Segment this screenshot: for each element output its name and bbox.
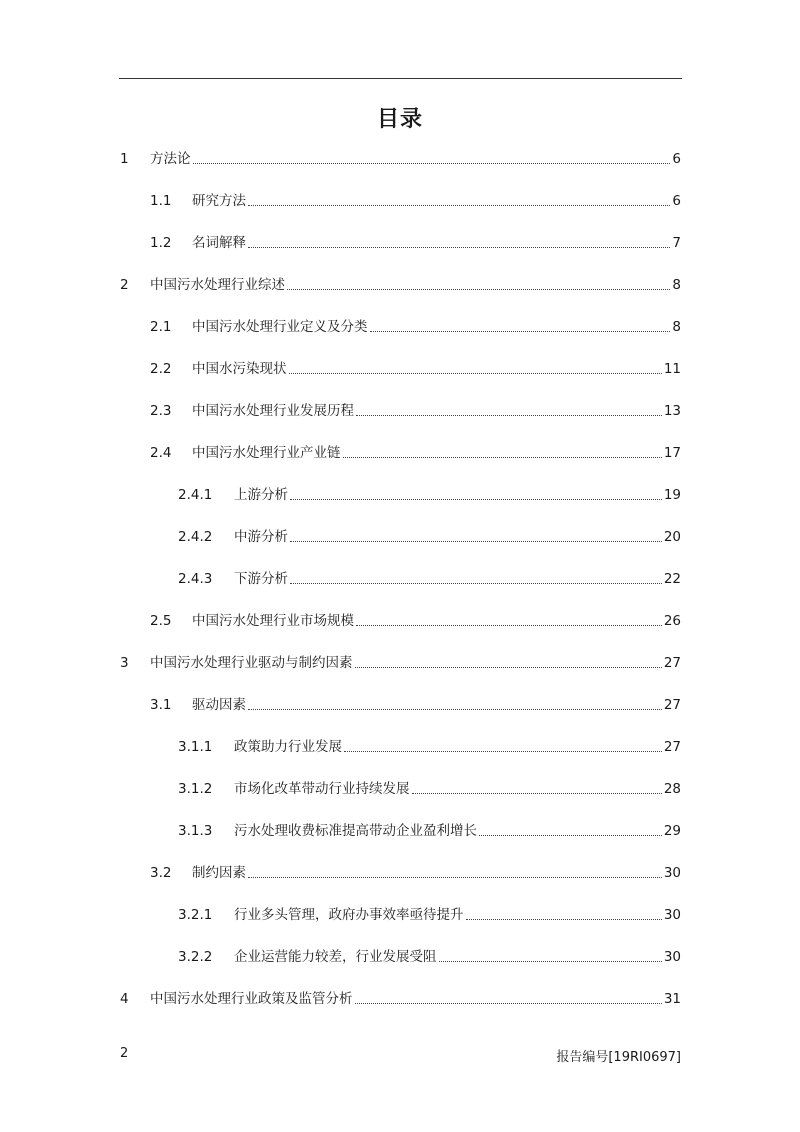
toc-dot-leader xyxy=(248,205,670,206)
toc-entry-title: 中国污水处理行业定义及分类 xyxy=(192,319,368,335)
toc-entry-title: 市场化改革带动行业持续发展 xyxy=(234,781,410,797)
toc-dot-leader xyxy=(356,625,662,626)
toc-dot-leader xyxy=(466,919,662,920)
toc-entry-number: 3.2 xyxy=(150,865,172,881)
toc-entry-title: 中国污水处理行业发展历程 xyxy=(192,403,354,419)
toc-dot-leader xyxy=(439,961,662,962)
toc-entry[interactable] xyxy=(120,736,681,758)
toc-entry-number: 2.3 xyxy=(150,403,172,419)
toc-entry-page: 7 xyxy=(672,232,681,254)
toc-dot-leader xyxy=(248,247,670,248)
toc-dot-leader xyxy=(193,163,670,164)
toc-entry[interactable] xyxy=(120,652,681,674)
toc-dot-leader xyxy=(344,751,662,752)
toc-entry-title: 中国污水处理行业综述 xyxy=(150,277,285,293)
toc-entry[interactable] xyxy=(120,988,681,1010)
toc-entry[interactable] xyxy=(120,946,681,968)
toc-dot-leader xyxy=(343,457,662,458)
toc-title: 目录 xyxy=(376,107,423,132)
toc-entry-page: 28 xyxy=(664,778,681,800)
toc-entry-title: 研究方法 xyxy=(192,193,246,209)
toc-entry[interactable] xyxy=(120,190,681,212)
toc-entry-number: 3.1.1 xyxy=(178,739,213,755)
footer-page-number: 2 xyxy=(120,1046,129,1061)
toc-entry-number: 2.4.1 xyxy=(178,487,213,503)
toc-entry-page: 11 xyxy=(664,358,681,380)
toc-entry-title: 制约因素 xyxy=(192,865,246,881)
toc-entry-page: 19 xyxy=(664,484,681,506)
toc-entry-title: 行业多头管理，政府办事效率亟待提升 xyxy=(234,907,464,923)
toc-entry-page: 27 xyxy=(664,736,681,758)
toc-entry[interactable] xyxy=(120,148,681,170)
toc-entry-page: 8 xyxy=(672,274,681,296)
toc-dot-leader xyxy=(248,709,662,710)
toc-entry-number: 3 xyxy=(120,655,129,671)
toc-entry-title: 企业运营能力较差，行业发展受阻 xyxy=(234,949,437,965)
toc-dot-leader xyxy=(290,583,662,584)
header-rule xyxy=(119,78,682,79)
toc-entry-page: 22 xyxy=(664,568,681,590)
toc-entry[interactable] xyxy=(120,316,681,338)
toc-entry-title: 中国污水处理行业市场规模 xyxy=(192,613,354,629)
toc-entry[interactable] xyxy=(120,694,681,716)
toc-entry-page: 13 xyxy=(664,400,681,422)
toc-entry[interactable] xyxy=(120,862,681,884)
toc-dot-leader xyxy=(479,835,662,836)
toc-entry-number: 3.2.2 xyxy=(178,949,213,965)
toc-entry[interactable] xyxy=(120,778,681,800)
toc-entry-page: 30 xyxy=(664,904,681,926)
toc-dot-leader xyxy=(370,331,670,332)
toc-entry[interactable] xyxy=(120,820,681,842)
toc-entry-page: 6 xyxy=(672,148,681,170)
toc-entry[interactable] xyxy=(120,442,681,464)
toc-entry[interactable] xyxy=(120,358,681,380)
toc-entry-title: 中国污水处理行业政策及监管分析 xyxy=(150,991,353,1007)
toc-entry-number: 3.1.3 xyxy=(178,823,213,839)
toc-entry[interactable] xyxy=(120,274,681,296)
toc-entry-title: 中游分析 xyxy=(234,529,288,545)
toc-entry-title: 中国水污染现状 xyxy=(192,361,287,377)
toc-entry-number: 1.2 xyxy=(150,235,172,251)
toc-entry-number: 1 xyxy=(120,151,129,167)
toc-dot-leader xyxy=(355,667,662,668)
toc-entry[interactable] xyxy=(120,400,681,422)
toc-dot-leader xyxy=(289,373,662,374)
toc-dot-leader xyxy=(287,289,670,290)
toc-entry-page: 6 xyxy=(672,190,681,212)
toc-entry-page: 27 xyxy=(664,652,681,674)
toc-entry-title: 中国污水处理行业驱动与制约因素 xyxy=(150,655,353,671)
toc-entry-page: 31 xyxy=(664,988,681,1010)
toc-entry[interactable] xyxy=(120,904,681,926)
toc-entry-number: 3.1.2 xyxy=(178,781,213,797)
toc-entry-title: 中国污水处理行业产业链 xyxy=(192,445,341,461)
toc-entry-number: 2 xyxy=(120,277,129,293)
toc-entry-title: 政策助力行业发展 xyxy=(234,739,342,755)
toc-entry-page: 30 xyxy=(664,946,681,968)
toc-entry-number: 2.1 xyxy=(150,319,172,335)
toc-entry-number: 2.5 xyxy=(150,613,172,629)
toc-dot-leader xyxy=(248,877,662,878)
toc-entry-number: 2.4.2 xyxy=(178,529,213,545)
toc-entry-number: 3.1 xyxy=(150,697,172,713)
toc-entry-number: 2.4 xyxy=(150,445,172,461)
toc-entry[interactable] xyxy=(120,568,681,590)
toc-entry-page: 27 xyxy=(664,694,681,716)
toc-entry-title: 驱动因素 xyxy=(192,697,246,713)
toc-entry-page: 30 xyxy=(664,862,681,884)
toc-dot-leader xyxy=(412,793,662,794)
toc-entry[interactable] xyxy=(120,526,681,548)
toc-entry-page: 8 xyxy=(672,316,681,338)
toc-entry-number: 2.4.3 xyxy=(178,571,213,587)
toc-entry-title: 上游分析 xyxy=(234,487,288,503)
toc-dot-leader xyxy=(356,415,662,416)
toc-entry-title: 下游分析 xyxy=(234,571,288,587)
toc-entry-number: 2.2 xyxy=(150,361,172,377)
toc-entry[interactable] xyxy=(120,232,681,254)
toc-entry-page: 26 xyxy=(664,610,681,632)
toc-dot-leader xyxy=(355,1003,662,1004)
toc-entry-page: 20 xyxy=(664,526,681,548)
toc-dot-leader xyxy=(290,541,662,542)
toc-entry[interactable] xyxy=(120,610,681,632)
toc-entry-page: 29 xyxy=(664,820,681,842)
toc-entry-number: 4 xyxy=(120,991,129,1007)
toc-entry-number: 3.2.1 xyxy=(178,907,213,923)
toc-entry[interactable] xyxy=(120,484,681,506)
toc-dot-leader xyxy=(290,499,662,500)
toc-entry-title: 名词解释 xyxy=(192,235,246,251)
toc-entry-page: 17 xyxy=(664,442,681,464)
toc-entry-title: 污水处理收费标准提高带动企业盈利增长 xyxy=(234,823,477,839)
toc-entry-number: 1.1 xyxy=(150,193,172,209)
footer-report-code: 报告编号[19RI0697] xyxy=(556,1050,681,1065)
toc-entry-title: 方法论 xyxy=(150,151,191,167)
